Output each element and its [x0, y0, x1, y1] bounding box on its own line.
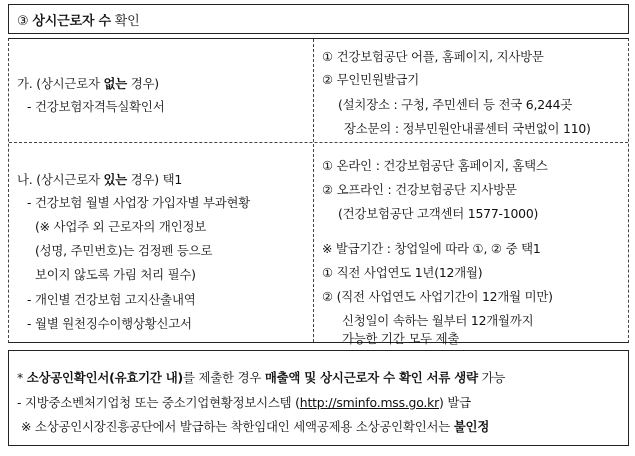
row1-right-line: ② 무인민원발급기 — [322, 72, 420, 87]
row2-left-line: - 개인별 건강보험 고지산출내역 — [27, 292, 196, 307]
row2-left-line: (성명, 주민번호)는 검정펜 등으로 — [35, 243, 213, 258]
note-line-3: ※ 소상공인시장진흥공단에서 발급하는 착한임대인 세액공제용 소상공인확인서는 불인정 — [21, 419, 490, 434]
note-line-2: - 지방중소벤처기업청 또는 중소기업현황정보시스템 (http://sminfo.mss.go.kr) 발급 — [17, 395, 471, 410]
row-no-employees — [9, 39, 628, 143]
row2-right-line: 가능한 기간 모두 제출 — [342, 331, 460, 346]
row2-right-line: 신청일이 속하는 월부터 12개월까지 — [342, 313, 534, 328]
sminfo-link[interactable]: http://sminfo.mss.go.kr — [299, 395, 439, 410]
title-suffix: 확인 — [110, 14, 140, 29]
row2-right-line: ② (직전 사업연도 사업기간이 12개월 미만) — [322, 289, 553, 304]
title-prefix: ③ — [17, 14, 33, 29]
row2-right-line: ① 온라인 : 건강보험공단 홈페이지, 홈택스 — [322, 158, 548, 173]
row2-right-line: ① 직전 사업연도 1년(12개월) — [322, 265, 483, 280]
row1-right-line: ① 건강보험공단 어플, 홈페이지, 지사방문 — [322, 49, 544, 64]
row2-left-line: - 월별 원천징수이행상황신고서 — [27, 316, 192, 331]
confirmation-table — [8, 38, 629, 346]
section-title — [8, 4, 629, 34]
row1-item: - 건강보험자격득실확인서 — [27, 99, 165, 114]
row1-right-line: (설치장소 : 구청, 주민센터 등 전국 6,244곳 — [338, 97, 573, 112]
row2-heading: 나. (상시근로자 있는 경우) 택1 — [17, 172, 183, 187]
row1-heading: 가. (상시근로자 없는 경우) — [17, 76, 159, 91]
row2-left-line: - 건강보험 월별 사업장 가입자별 부과현황 — [27, 195, 251, 210]
title-bold: 상시근로자 수 — [32, 14, 111, 29]
row1-right-line: 장소문의 : 정부민원안내콜센터 국번없이 110) — [344, 121, 591, 136]
row2-left-line: (※ 사업주 외 근로자의 개인정보 — [35, 219, 207, 234]
row2-right-line: ② 오프라인 : 건강보험공단 지사방문 — [322, 182, 517, 197]
document-frame — [8, 4, 629, 444]
row-with-employees — [9, 143, 628, 346]
notes-box — [8, 350, 629, 446]
row2-right-line: (건강보험공단 고객센터 1577-1000) — [338, 206, 539, 221]
row2-left-line: 보이지 않도록 가림 처리 필수) — [35, 267, 196, 282]
note-line-1: * 소상공인확인서(유효기간 내)를 제출한 경우 매출액 및 상시근로자 수 확인 서류 생략 가능 — [17, 370, 506, 385]
row2-right-line: ※ 발급기간 : 창업일에 따라 ①, ② 중 택1 — [322, 241, 541, 256]
